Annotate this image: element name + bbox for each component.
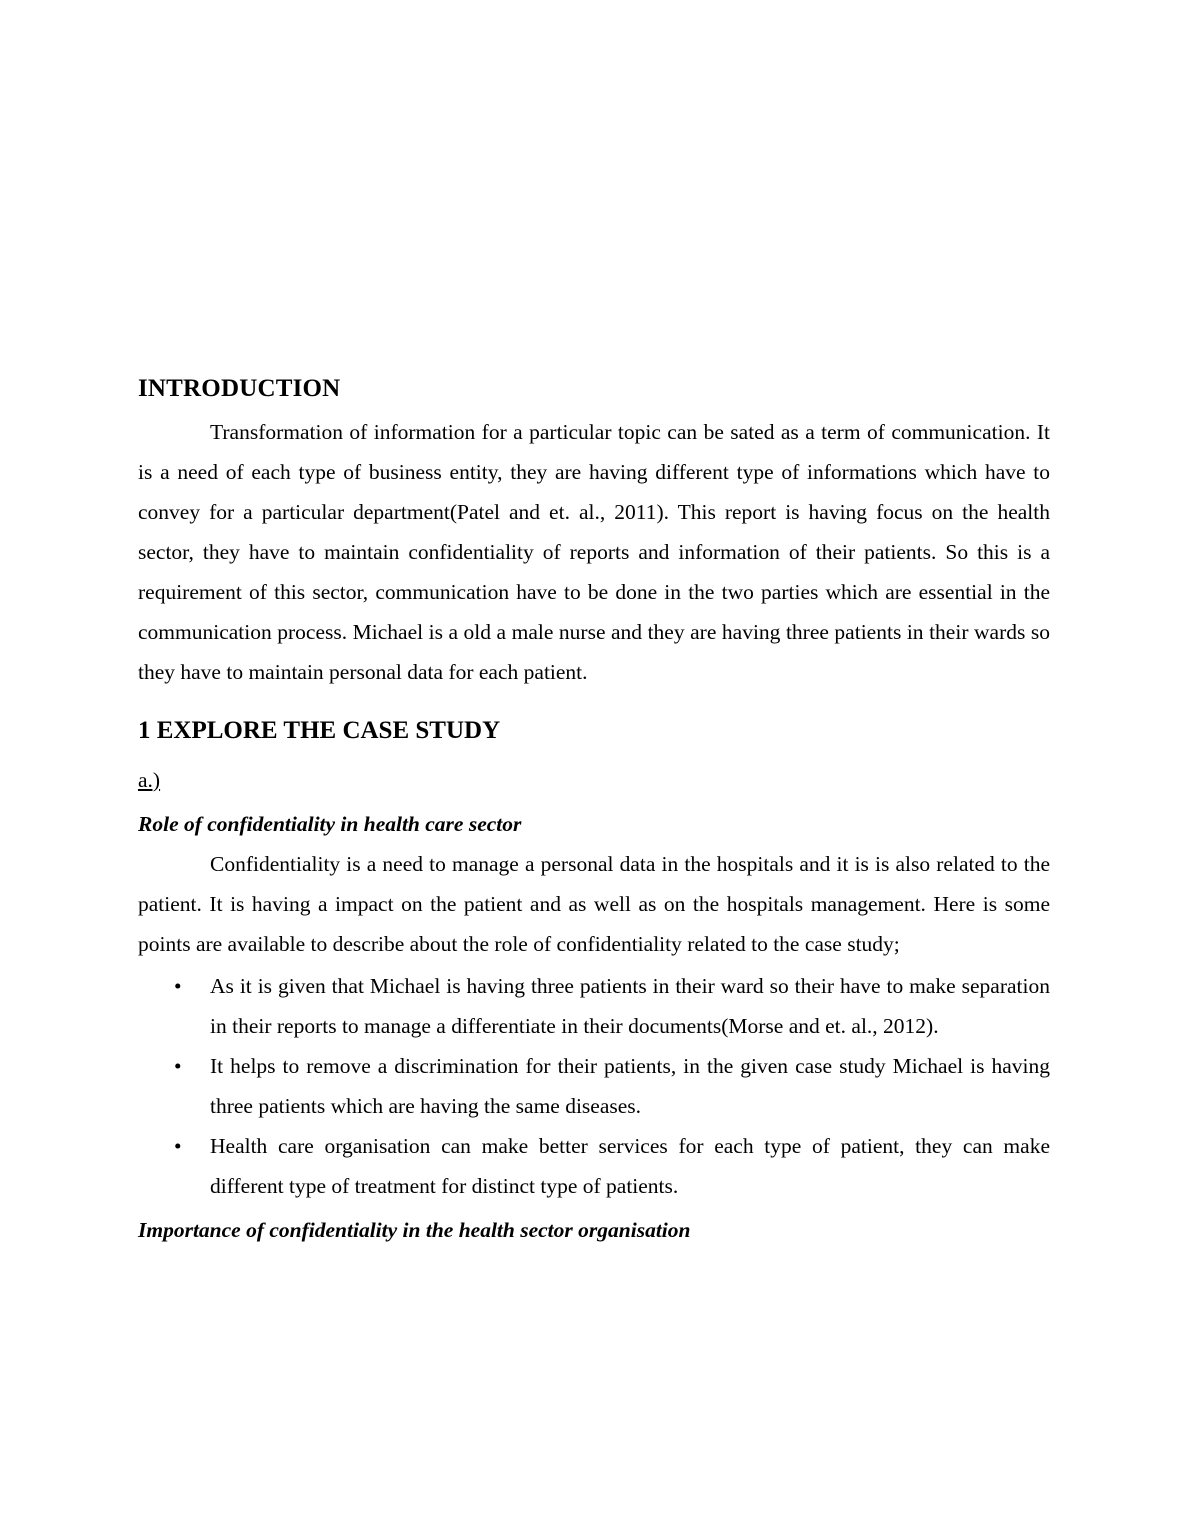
subheading-role-of-confidentiality: Role of confidentiality in health care sector bbox=[138, 811, 522, 836]
list-item-text: Health care organisation can make better services for each type of patient, they can make different type of treatment for distinct type of patients. bbox=[210, 1133, 1050, 1198]
list-item bbox=[138, 1126, 1050, 1206]
subsection-label-a: a.) bbox=[138, 767, 161, 792]
bullet-icon: • bbox=[174, 1053, 182, 1078]
section-heading-explore-case-study: 1 EXPLORE THE CASE STUDY bbox=[138, 716, 501, 744]
bullet-icon: • bbox=[174, 973, 182, 998]
introduction-paragraph: Transformation of information for a particular topic can be sated as a term of communication. It is a need of each type of business entity, they are having different type of informations which have to convey for a particular department(Patel and et. al., 2011). This report is having focus on the health sector, they have to maintain confidentiality of reports and information of their patients. So this is a requirement of this sector, communication have to be done in the two parties which are essential in the communication process. Michael is a old a male nurse and they are having three patients in their wards so they have to maintain personal data for each patient. bbox=[138, 419, 1050, 684]
subheading-importance-of-confidentiality: Importance of confidentiality in the health sector organisation bbox=[138, 1217, 691, 1242]
confidentiality-bullet-list bbox=[138, 966, 1050, 1206]
list-item bbox=[138, 966, 1050, 1046]
list-item-text: As it is given that Michael is having three patients in their ward so their have to make separation in their reports to manage a differentiate in their documents(Morse and et. al., 2012). bbox=[210, 973, 1050, 1038]
list-item-text: It helps to remove a discrimination for their patients, in the given case study Michael is having three patients which are having the same diseases. bbox=[210, 1053, 1050, 1118]
list-item bbox=[138, 1046, 1050, 1126]
page-title-introduction: INTRODUCTION bbox=[138, 375, 341, 402]
bullet-icon: • bbox=[174, 1133, 182, 1158]
role-of-confidentiality-paragraph: Confidentiality is a need to manage a personal data in the hospitals and it is is also related to the patient. It is having a impact on the patient and as well as on the hospitals management. Here is some points are available to describe about the role of confidentiality related to the case study; bbox=[138, 851, 1050, 956]
